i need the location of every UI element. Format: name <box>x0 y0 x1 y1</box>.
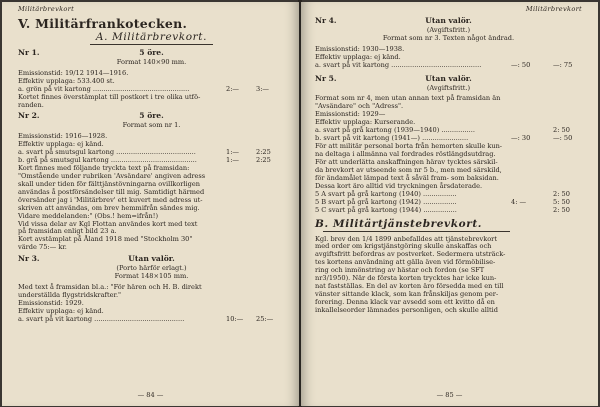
body-line: Emissionstid: 1929— <box>315 110 386 119</box>
price-item: a. svart på grå kartong (1939—1940) ................ <box>315 126 475 135</box>
price-item: a. svart på vit kartong ........................................... <box>315 60 482 69</box>
body-line: Vid vissa delar av Kgl Flottan användes kort med text <box>18 219 198 228</box>
body-line: da brevkort av utseende som nr 5 b., men med särskild, <box>315 165 502 174</box>
section-title: B. Militärtjänstebrevkort. <box>315 217 483 230</box>
body-line: "Avsändare" och "Adress". <box>315 102 404 111</box>
price-used: 2:25 <box>256 148 271 157</box>
body-line: Effektiv upplaga: ej känd. <box>18 306 104 315</box>
body-line: forering. Denna klack var avsedd som ett kvitto då en <box>315 297 495 306</box>
body-line: Effektiv upplaga: Kurserande. <box>315 118 416 127</box>
running-head: Militärbrevkort <box>525 5 582 13</box>
entry-number: Nr 2. <box>18 111 40 121</box>
body-line: Vidare meddelanden:" (Obs.! hem=ifrån!) <box>18 211 159 220</box>
price-used: 3:— <box>256 84 270 93</box>
body-line: För att militär personal borta från hemorten skulle kun- <box>315 142 503 151</box>
body-line: na deltaga i allmänna val fordrades röstlängdsutdrag. <box>315 149 496 158</box>
entry-format: Format som nr 1. <box>122 121 181 130</box>
price-used: 25:— <box>256 314 274 323</box>
entry-value: Utan valör. <box>425 15 472 25</box>
body-line: underställda flygstridskrafter." <box>18 290 122 299</box>
body-line: "Omstående under rubriken 'Avsändare' angiven adress <box>18 172 206 181</box>
body-line: vänster sittande klack, som kan frånskiljas genom per- <box>315 289 499 298</box>
body-line: Dessa kort äro alltid vid tryckningen årsdaterade. <box>315 181 483 190</box>
chapter-title: V. Militärfrankotecken. <box>18 15 188 31</box>
price-item: a. svart på vit kartong ........................................... <box>18 314 185 323</box>
price-row <box>315 62 582 70</box>
body-line: på framsidan enligt bild 23 a. <box>18 227 117 236</box>
body-line: skall under tiden för fälttjänstövningarna ovillkorligen <box>18 179 201 188</box>
body-line: avgiftsfritt befordras av postverket. Sedermera utsträck- <box>315 250 506 259</box>
entry-subtitle: (Porto härför erlagt.) <box>116 264 187 273</box>
price-item: 5 C svart på grå kartong (1944) ................ <box>315 205 457 214</box>
body-line: ring och inmönstring av hästar och fordon (se SFT <box>315 266 485 275</box>
price-item: a. svart på smutsgul kartong ...................................... <box>18 148 196 157</box>
entry-subtitle: (Avgiftsfritt.) <box>426 83 471 92</box>
body-line: skriven att användas, om brev hemmifrån sändes mig. <box>18 203 200 212</box>
price-unused: 1:— <box>226 148 240 157</box>
price-unused: 10:— <box>226 314 244 323</box>
entry-emission: Emissionstid: 19/12 1914—1916. <box>18 68 129 77</box>
price-used: —: 50 <box>553 134 573 143</box>
price-used: 2: 50 <box>553 126 570 135</box>
entry-number: Nr 5. <box>315 73 337 83</box>
entry-emission: Emissionstid: 1916—1928. <box>18 132 108 141</box>
price-row <box>315 207 582 215</box>
price-used: 2: 50 <box>553 205 570 214</box>
body-line: För att underlätta anskaffningen härav tycktes särskil- <box>315 157 498 166</box>
entry-header <box>315 17 582 27</box>
body-line: översänder jag i 'Militärbrev' ett kuvert med adress ut- <box>18 195 203 204</box>
price-unused: —: 50 <box>511 60 531 69</box>
page-number: — 85 — <box>436 391 463 400</box>
price-unused: 4: — <box>511 197 527 206</box>
section-underline <box>90 44 213 45</box>
entry-value: 5 öre. <box>139 111 164 121</box>
body-line: nr3/1950). När de första korten trycktes har icke kun- <box>315 274 497 283</box>
price-item: a. grön på vit kartong .............................................. <box>18 84 190 93</box>
price-row <box>18 157 285 165</box>
entry-format: Format 140×90 mm. <box>116 57 187 66</box>
entry-number: Nr 4. <box>315 15 337 25</box>
entry-subtitle: (Avgiftsfritt.) <box>426 25 471 34</box>
running-head: Militärbrevkort <box>18 5 75 13</box>
price-item: 5 B svart på grå kartong (1942) ................ <box>315 197 457 206</box>
price-unused: —: 30 <box>511 134 531 143</box>
body-line: nat fastställas. En del av korten äro försedda med en till <box>315 281 504 290</box>
body-line: Emissionstid: 1929. <box>18 298 84 307</box>
note-line: randen. <box>18 100 44 109</box>
entry-value: 5 öre. <box>139 47 164 57</box>
price-row <box>18 316 285 324</box>
body-line: inkallelseorder lämnades personligen, och skulle alltid <box>315 305 498 314</box>
entry-edition: Effektiv upplaga: ej känd. <box>18 140 104 149</box>
body-line: Kort finnes med följande tryckta text på framsidan: <box>18 164 190 173</box>
body-line: Kort avstämplat på Åland 1918 med "Stockholm 30" <box>18 235 193 244</box>
body-line: värde 75:— kr. <box>18 243 67 252</box>
entry-header <box>18 49 285 59</box>
price-used: 2: 50 <box>553 189 570 198</box>
body-line: för ändamålet lämpad text å såväl fram- som baksidan. <box>315 173 499 182</box>
body-line: Format som nr 4, men utan annan text på framsidan än <box>315 94 501 103</box>
entry-header <box>18 112 285 122</box>
entry-format: Format som nr 3. Texten något ändrad. <box>382 33 515 42</box>
price-used: 2:25 <box>256 156 271 165</box>
left-page <box>2 2 299 406</box>
entry-number: Nr 1. <box>18 47 40 57</box>
entry-emission: Emissionstid: 1930—1938. <box>315 44 405 53</box>
price-unused: 2:— <box>226 84 240 93</box>
entry-edition: Effektiv upplaga: 533.400 st. <box>18 76 115 85</box>
entry-edition: Effektiv upplaga: ej känd. <box>315 52 401 61</box>
price-unused: 1:— <box>226 156 240 165</box>
entry-value: Utan valör. <box>425 73 472 83</box>
section-title: A. Militärbrevkort. <box>95 30 208 43</box>
body-line: användas å postförsändelser till mig. Samtidigt härmed <box>18 187 205 196</box>
price-item: 5 A svart på grå kartong (1940) ................ <box>315 189 457 198</box>
entry-number: Nr 3. <box>18 254 40 264</box>
entry-header <box>18 255 285 265</box>
price-row <box>315 135 582 143</box>
entry-format: Format 148×105 mm. <box>114 272 189 281</box>
body-line: Kgl. brev den 1/4 1899 anbefalldes att tjänstebrevkort <box>315 234 497 243</box>
section-underline <box>323 231 510 232</box>
price-item: b. grå på smutsgul kartong ......................................... <box>18 156 197 165</box>
price-used: —: 75 <box>553 60 573 69</box>
body-line: tes kortens användning att gälla även vid förmöbilise- <box>315 258 496 267</box>
price-row <box>18 86 285 94</box>
entry-value: Utan valör. <box>128 254 175 264</box>
body-line: Med text å framsidan bl.a.: "För hären och H. B. direkt <box>18 282 202 291</box>
price-item: b. svart på vit kartong (1941—) ...................... <box>315 134 469 143</box>
page-number: — 84 — <box>137 391 164 400</box>
right-page <box>301 2 598 406</box>
price-used: 5: 50 <box>553 197 570 206</box>
body-line: med order om krigstjänstgöring skulle anskaffas och <box>315 242 492 251</box>
note-line: Kortet finnes överstämplat till postkort i tre olika utfö- <box>18 92 201 101</box>
entry-header <box>315 75 582 85</box>
